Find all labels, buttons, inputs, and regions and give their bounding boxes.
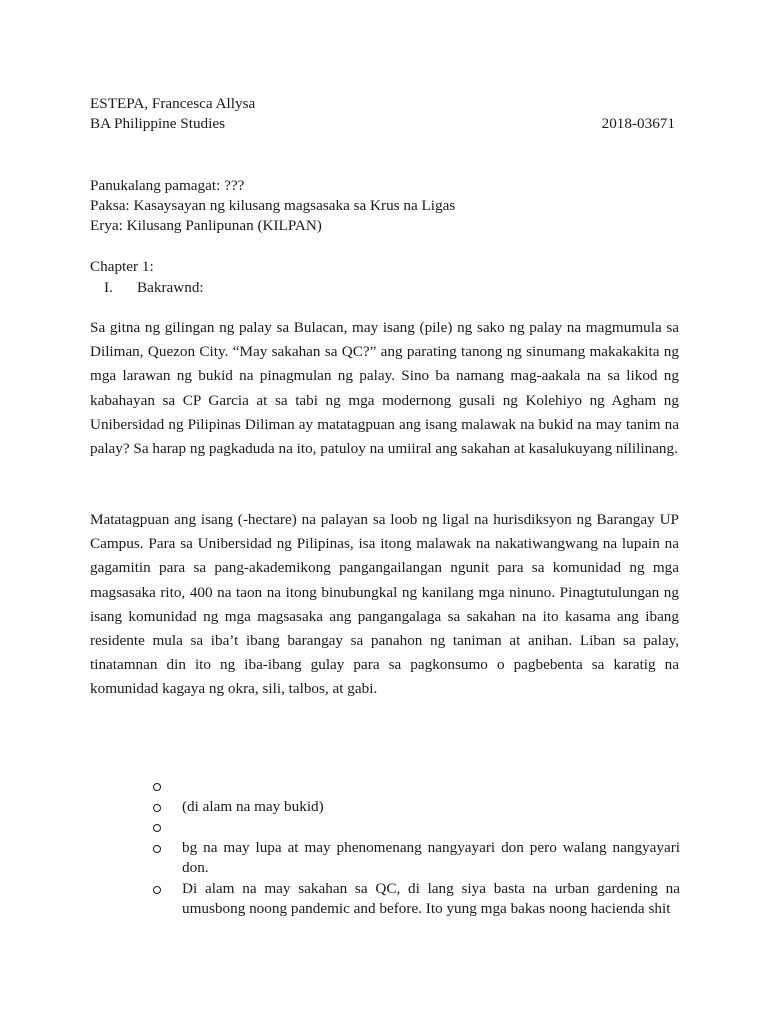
proposed-title-line: Panukalang pamagat: ??? [90, 177, 245, 194]
hollow-bullet-icon [153, 886, 161, 894]
hollow-bullet-icon [153, 783, 161, 791]
chapter-label: Chapter 1: [90, 258, 154, 275]
hollow-bullet-icon [153, 824, 161, 832]
hollow-bullet-icon [153, 845, 161, 853]
topic-line: Paksa: Kasaysayan ng kilusang magsasaka sa Krus na Ligas [90, 197, 456, 214]
section-number: I. [104, 279, 113, 296]
section-title: Bakrawnd: [137, 279, 204, 296]
list-item [150, 838, 680, 879]
background-paragraph-1: Sa gitna ng gilingan ng palay sa Bulacan, may isang (pile) ng sako ng palay na magmumula sa Diliman, Quezon City. “May sakahan sa QC?” ang parating tanong ng sinumang makakakita ng mga larawan ng bukid na pinagmulan ng palay. Sino ba namang mag-aakala na sa likod ng kabahayan sa CP Garcia at sa tabi ng mga modernong gusali ng Kolehiyo ng Agham ng Unibersidad ng Pilipinas Diliman ay matatagpuan ang isang malawak na bukid na may tanim na palay? Sa harap ng pagkaduda na ito, patuloy na umiiral ang sakahan at kasalukuyang nililinang. [90, 319, 679, 458]
background-paragraph-2: Matatagpuan ang isang (-hectare) na palayan sa loob ng ligal na hurisdiksyon ng Barangay UP Campus. Para sa Unibersidad ng Pilipinas, isa itong malawak na nakatiwangwang na lupain na gagamitin para sa pang-akademikong pangangailangan ngunit para sa komunidad ng mga magsasaka rito, 400 na taon na itong binubungkal ng kanilang mga ninuno. Pinagtutulungan ng isang komunidad ng mga magsasaka ang pangangalaga sa sakahan na ito kasama ang ibang residente mula sa iba’t ibang barangay sa panahon ng taniman at anihan. Liban sa palay, tinatamnan din ito ng iba-ibang gulay para sa pagkonsumo o pagbebenta sa karatig na komunidad kagaya ng okra, sili, talbos, at gabi. [90, 511, 679, 698]
list-item-text: Di alam na may sakahan sa QC, di lang siya basta na urban gardening na umusbong noong pandemic and before. Ito yung mga bakas noong hacienda shit [182, 879, 680, 917]
area-line: Erya: Kilusang Panlipunan (KILPAN) [90, 217, 322, 234]
degree-program: BA Philippine Studies [90, 115, 226, 132]
list-item [150, 879, 680, 920]
list-item-text: bg na may lupa at may phenomenang nangyayari don pero walang nangyayari don. [182, 838, 680, 876]
hollow-bullet-icon [153, 804, 161, 812]
list-item-text: (di alam na may bukid) [182, 797, 324, 815]
list-item [150, 797, 680, 818]
student-number: 2018-03671 [601, 115, 675, 132]
list-item [150, 817, 680, 838]
list-item [150, 776, 680, 797]
author-name: ESTEPA, Francesca Allysa [90, 95, 256, 112]
notes-list [150, 776, 680, 920]
